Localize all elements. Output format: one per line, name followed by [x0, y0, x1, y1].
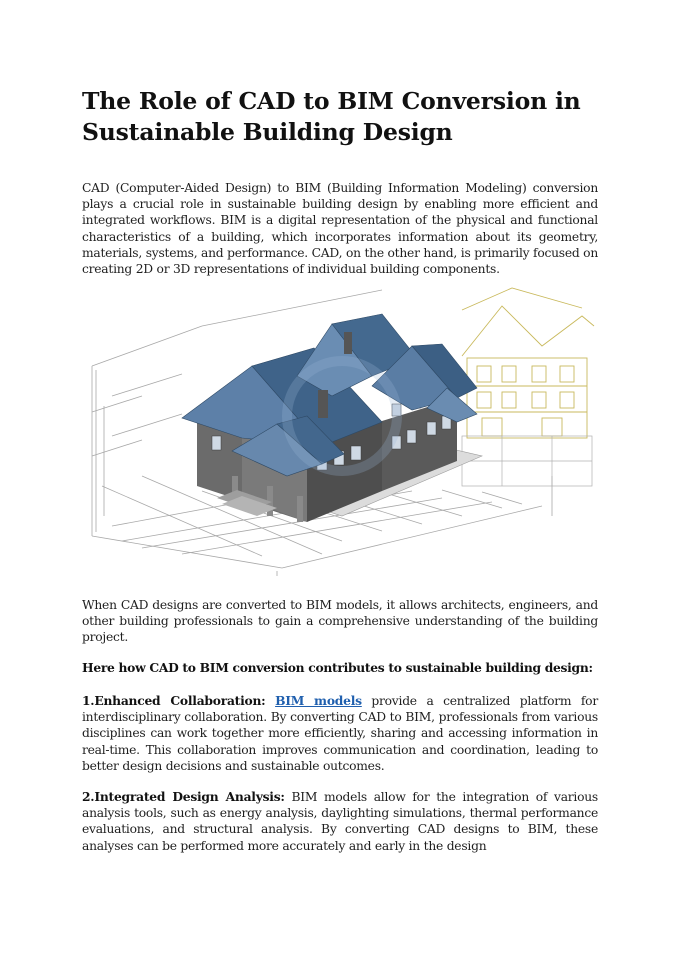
point-enhanced-collaboration [82, 693, 598, 774]
point-lead: 2.Integrated Design Analysis: [82, 789, 285, 804]
point-integrated-design-analysis [82, 789, 598, 854]
point-text: provide a centralized platform for interdisciplinary collaboration. By converting CAD to BIM, professionals from various disciplines can work together more efficiently, sharing and accessing information in real-time. This collaboration improves communication and coordination, leading to better design decisions and sustainable outcomes. [82, 694, 598, 773]
second-paragraph: When CAD designs are converted to BIM models, it allows architects, engineers, and other building professionals to gain a comprehensive understanding of the building project. [82, 598, 598, 645]
elevation-drawing [462, 288, 594, 438]
building-bim-illustration [82, 286, 598, 576]
intro-paragraph: CAD (Computer-Aided Design) to BIM (Building Information Modeling) conversion plays a crucial role in sustainable building design by enabling more efficient and integrated workflows. BIM is a digital representation of the physical and functional characteristics of a building, which incorporates information about its geometry, materials, systems, and performance. CAD, on the other hand, is primarily focused on creating 2D or 3D representations of individual building components. [82, 181, 598, 277]
section-subheading: Here how CAD to BIM conversion contributes to sustainable building design: [82, 660, 593, 675]
point-text: BIM models allow for the integration of various analysis tools, such as energy analysis, daylighting simulations, thermal performance evaluations, and structural analysis. By converting CAD designs to BIM, these analyses can be performed more accurately and early in the design [82, 790, 598, 853]
point-lead: 1.Enhanced Collaboration: [82, 693, 266, 708]
document-title: The Role of CAD to BIM Conversion in Sustainable Building Design [82, 87, 581, 146]
bim-models-link[interactable]: BIM models [275, 693, 362, 708]
